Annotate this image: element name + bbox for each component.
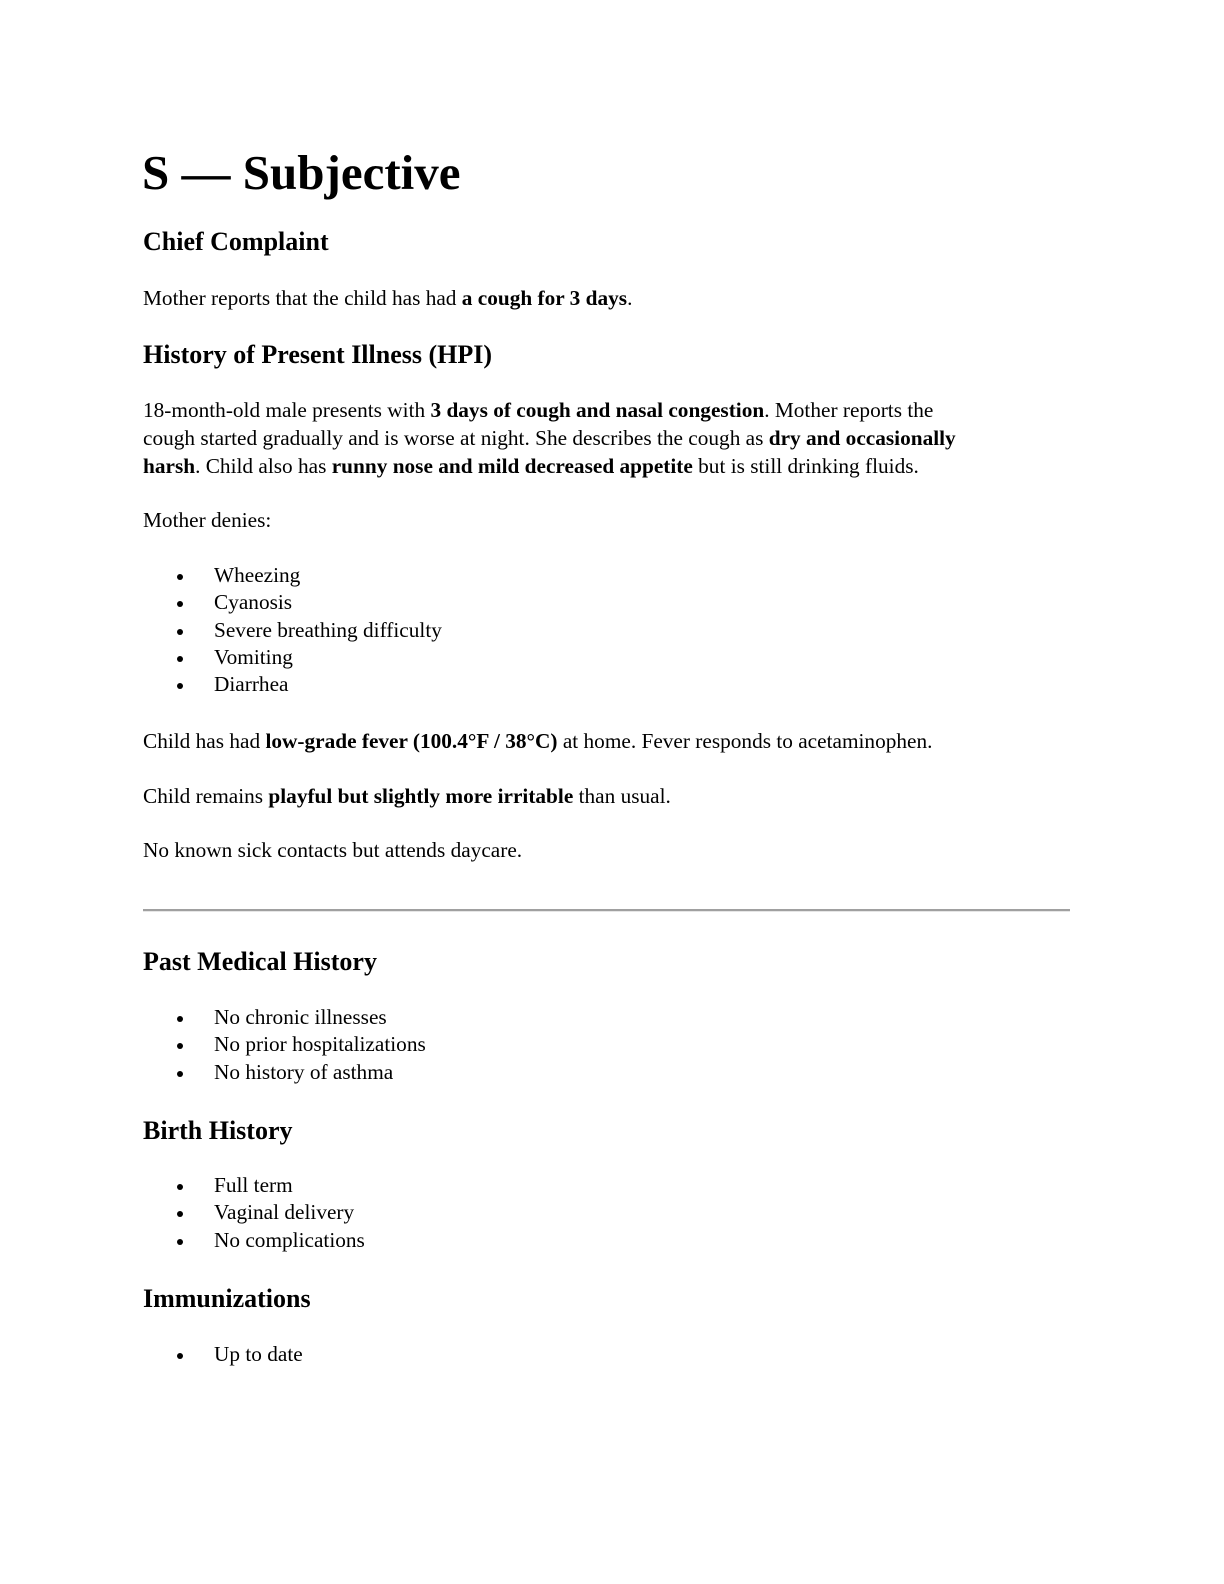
immunizations-heading: Immunizations [143,1284,311,1313]
chief-complaint-bold: a cough for 3 days [461,286,628,310]
chief-complaint-heading: Chief Complaint [143,227,329,256]
past-medical-history-heading: Past Medical History [143,947,377,976]
denies-list [143,562,442,698]
hpi-line-1 [143,396,933,424]
chief-complaint-text-2: . [627,286,633,310]
list-item [143,617,442,644]
list-item-label: No prior hospitalizations [214,1032,426,1057]
hpi-line-1-bold: 3 days of cough and nasal congestion [430,398,765,422]
behavior-text [143,782,671,810]
contacts-text: No known sick contacts but attends daycare. [143,838,523,862]
list-item-label: No chronic illnesses [214,1005,387,1029]
hpi-line-3-bold-1: harsh [143,454,196,478]
list-item [143,644,442,671]
list-item [143,589,442,616]
list-item-label: Full term [214,1173,293,1197]
hpi-line-1-text-1: 18-month-old male presents with [143,398,431,422]
chief-complaint-text-1: Mother reports that the child has had [143,286,462,310]
hpi-line-3-bold-2: runny nose and mild decreased appetite [331,454,693,478]
hpi-line-3-text-2: but is still drinking fluids. [692,454,919,478]
list-item-label: Diarrhea [214,672,289,697]
immunizations-list [143,1341,303,1368]
bullet-icon [177,1239,183,1245]
list-item [143,562,442,589]
bullet-icon [177,1071,183,1077]
list-item [143,1341,303,1368]
list-item [143,1199,365,1226]
list-item-label: Vaginal delivery [214,1200,355,1225]
list-item-label: Cyanosis [214,590,293,615]
behavior-text-1: Child remains [143,784,269,808]
list-item [143,1004,426,1031]
bullet-icon [177,574,183,580]
bullet-icon [177,629,183,635]
bullet-icon [177,601,183,607]
hpi-line-2-text-1: cough started gradually and is worse at night. She describes the cough as [143,426,769,450]
horizontal-divider [143,909,1070,912]
list-item-label: No history of asthma [214,1059,394,1084]
fever-bold: low-grade fever (100.4°F / 38°C) [265,729,558,753]
denies-label: Mother denies: [143,508,272,532]
hpi-line-1-text-2: . Mother reports the [764,398,934,422]
list-item [143,1031,426,1058]
hpi-line-2 [143,424,956,452]
fever-text-2: at home. Fever responds to acetaminophen. [557,729,933,753]
list-item-label: Severe breathing difficulty [214,617,442,642]
birth-history-list [143,1172,365,1254]
bullet-icon [177,1353,183,1359]
hpi-line-3 [143,452,919,480]
past-medical-history-list [143,1004,426,1086]
bullet-icon [177,656,183,662]
birth-history-heading: Birth History [143,1116,293,1145]
list-item [143,1059,426,1086]
list-item-label: Up to date [214,1342,303,1366]
list-item-label: No complications [214,1227,365,1252]
bullet-icon [177,1211,183,1217]
bullet-icon [177,1184,183,1190]
list-item-label: Wheezing [214,563,301,587]
hpi-line-3-text-1: . Child also has [195,454,332,478]
hpi-line-2-bold: dry and occasionally [768,426,956,450]
chief-complaint-text [143,284,632,312]
behavior-bold: playful but slightly more irritable [268,784,574,808]
bullet-icon [177,1016,183,1022]
fever-text [143,727,932,755]
bullet-icon [177,683,183,689]
hpi-heading: History of Present Illness (HPI) [143,340,493,369]
fever-text-1: Child has had [143,729,266,753]
list-item [143,1172,365,1199]
behavior-text-2: than usual. [573,784,671,808]
page-title: S — Subjective [142,145,461,200]
list-item-label: Vomiting [214,644,293,669]
bullet-icon [177,1043,183,1049]
list-item [143,671,442,698]
list-item [143,1227,365,1254]
